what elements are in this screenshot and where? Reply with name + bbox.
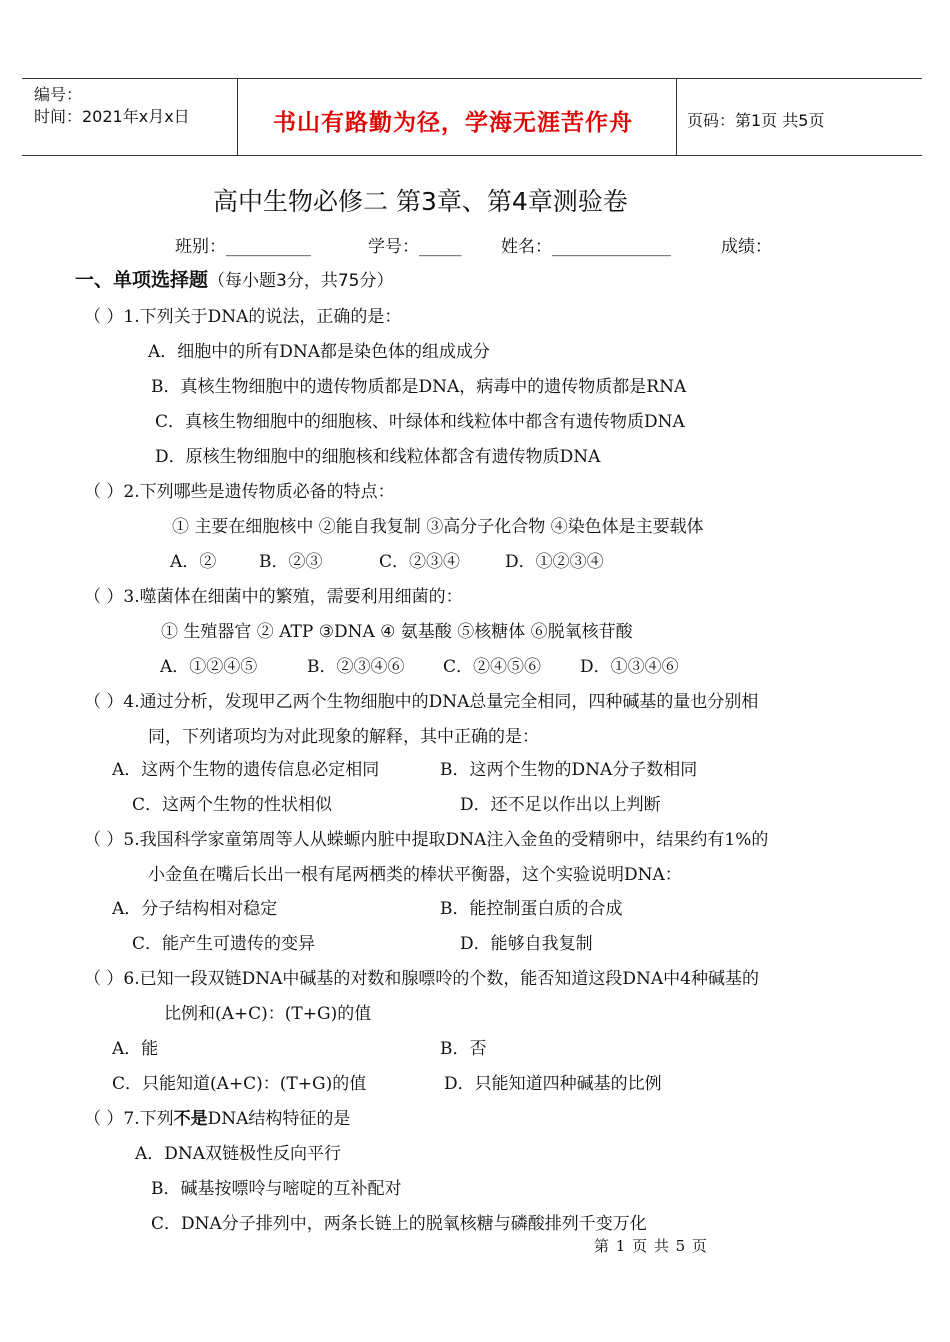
q2-stem: （ ）2.下列哪些是遗传物质必备的特点： (84, 482, 395, 502)
q6-stem-line1: （ ）6.已知一段双链DNA中碱基的对数和腺嘌呤的个数，能否知道这段DNA中4种碱基的 (84, 969, 760, 989)
name-field: 姓名：______________ (501, 237, 671, 257)
q7-stem-post: DNA结构特征的是 (207, 1109, 351, 1129)
header-bottom-border (22, 155, 922, 156)
q7-option-a: A．DNA双链极性反向平行 (135, 1144, 342, 1164)
q3-option-d: D．①③④⑥ (580, 657, 679, 677)
q4-option-b: B．这两个生物的DNA分子数相同 (440, 760, 698, 780)
q4-stem-line1: （ ）4.通过分析，发现甲乙两个生物细胞中的DNA总量完全相同，四种碱基的量也分别相 (84, 692, 759, 712)
header-motto: 书山有路勤为径，学海无涯苦作舟 (273, 109, 633, 136)
q2-option-c: C．②③④ (379, 552, 461, 572)
section-note: （每小题3分，共75分） (208, 271, 394, 291)
q4-option-a: A．这两个生物的遗传信息必定相同 (112, 760, 380, 780)
q7-option-c: C．DNA分子排列中，两条长链上的脱氧核糖与磷酸排列千变万化 (151, 1214, 647, 1234)
q1-option-c: C．真核生物细胞中的细胞核、叶绿体和线粒体中都含有遗传物质DNA (155, 412, 685, 432)
q3-stem: （ ）3.噬菌体在细菌中的繁殖，需要利用细菌的： (84, 587, 463, 607)
section-heading (75, 265, 393, 292)
q2-option-a: A．② (170, 552, 217, 572)
q1-option-d: D．原核生物细胞中的细胞核和线粒体都含有遗传物质DNA (155, 447, 601, 467)
class-field: 班别：__________ (175, 237, 311, 257)
page-footer: 第 1 页 共 5 页 (594, 1237, 708, 1255)
q6-option-c: C．只能知道(A+C)：(T+G)的值 (112, 1074, 367, 1094)
q1-option-b: B．真核生物细胞中的遗传物质都是DNA，病毒中的遗传物质都是RNA (151, 377, 687, 397)
serial-label: 编号： (34, 85, 83, 104)
q5-option-d: D．能够自我复制 (460, 934, 593, 954)
q5-option-c: C．能产生可遗传的变异 (132, 934, 316, 954)
q2-items: ① 主要在细胞核中 ②能自我复制 ③高分子化合物 ④染色体是主要载体 (172, 517, 704, 537)
q1-option-a: A．细胞中的所有DNA都是染色体的组成成分 (148, 342, 491, 362)
page-info: 页码：第1页 共5页 (687, 111, 825, 130)
q6-stem-line2: 比例和(A+C)：(T+G)的值 (164, 1004, 372, 1024)
q7-stem-pre: （ ）7.下列 (84, 1109, 174, 1129)
header-divider-right (676, 78, 677, 155)
q5-stem-line2: 小金鱼在嘴后长出一根有尾两栖类的棒状平衡器，这个实验说明DNA： (148, 865, 682, 885)
q7-stem-emphasis: 不是 (173, 1109, 208, 1129)
q7-option-b: B．碱基按嘌呤与嘧啶的互补配对 (151, 1179, 402, 1199)
q5-option-b: B．能控制蛋白质的合成 (440, 899, 623, 919)
q4-stem-line2: 同，下列诸项均为对此现象的解释，其中正确的是： (148, 727, 539, 747)
time-label: 时间：2021年x月x日 (34, 107, 190, 126)
q3-option-c: C．②④⑤⑥ (443, 657, 542, 677)
q7-stem (84, 1104, 350, 1129)
header-divider-left (237, 78, 238, 155)
q2-option-b: B．②③ (259, 552, 323, 572)
document-title: 高中生物必修二 第3章、第4章测验卷 (213, 187, 628, 216)
q4-option-d: D．还不足以作出以上判断 (460, 795, 661, 815)
q2-option-d: D．①②③④ (505, 552, 604, 572)
q3-items: ① 生殖器官 ② ATP ③DNA ④ 氨基酸 ⑤核糖体 ⑥脱氧核苷酸 (161, 622, 633, 642)
q6-option-a: A．能 (112, 1039, 159, 1059)
q6-option-b: B．否 (440, 1039, 487, 1059)
score-field: 成绩： (721, 237, 772, 257)
q5-option-a: A．分子结构相对稳定 (112, 899, 278, 919)
q6-option-d: D．只能知道四种碱基的比例 (444, 1074, 662, 1094)
q3-option-b: B．②③④⑥ (307, 657, 405, 677)
student-no-field: 学号：_____ (368, 237, 462, 257)
section-title: 一、单项选择题 (75, 269, 209, 291)
q3-option-a: A．①②④⑤ (160, 657, 258, 677)
q1-stem: （ ）1.下列关于DNA的说法，正确的是： (84, 307, 402, 327)
q4-option-c: C．这两个生物的性状相似 (132, 795, 333, 815)
header-top-border (22, 78, 922, 79)
q5-stem-line1: （ ）5.我国科学家童第周等人从蝾螈内脏中提取DNA注入金鱼的受精卵中，结果约有1%的 (84, 830, 769, 850)
